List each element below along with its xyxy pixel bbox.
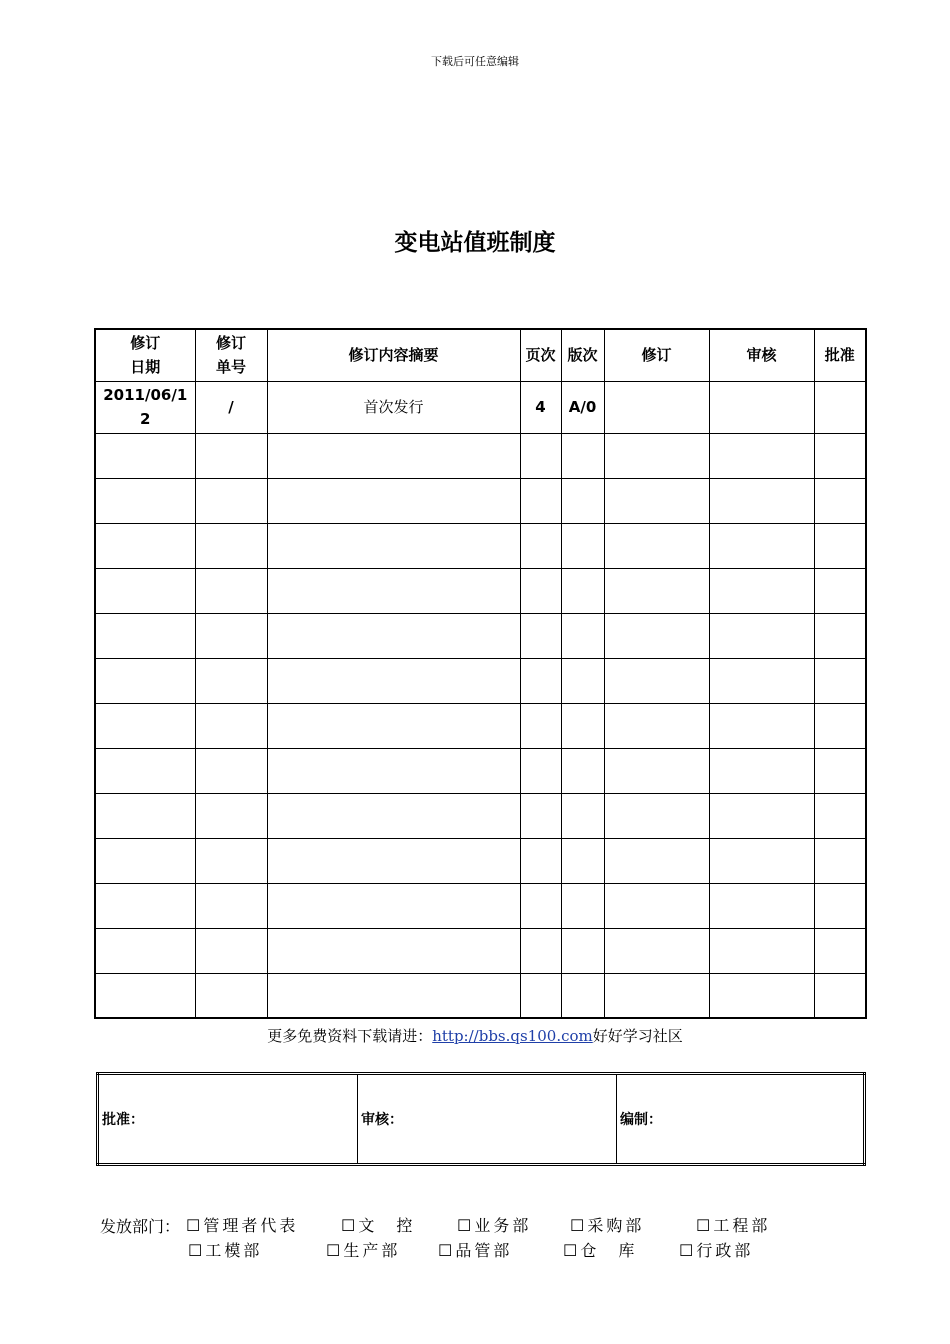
- empty-cell: [267, 703, 520, 748]
- empty-cell: [95, 568, 195, 613]
- empty-cell: [95, 703, 195, 748]
- empty-cell: [561, 658, 604, 703]
- header-revised-by: 修订: [604, 329, 709, 381]
- table-row: [95, 433, 866, 478]
- empty-cell: [195, 703, 267, 748]
- empty-cell: [604, 883, 709, 928]
- footer-download-note: [0, 1025, 950, 1046]
- empty-cell: [814, 883, 866, 928]
- cell-page: 4: [520, 381, 561, 433]
- distribution-label: 发放部门：: [100, 1217, 181, 1236]
- empty-cell: [604, 838, 709, 883]
- empty-cell: [195, 748, 267, 793]
- cell-reviewed-by: [709, 381, 814, 433]
- empty-cell: [95, 478, 195, 523]
- header-page: 页次: [520, 329, 561, 381]
- checkbox-icon: ☐: [326, 1241, 344, 1260]
- table-row: [95, 748, 866, 793]
- empty-cell: [709, 838, 814, 883]
- header-version: 版次: [561, 329, 604, 381]
- empty-cell: [561, 973, 604, 1018]
- empty-cell: [95, 658, 195, 703]
- empty-cell: [709, 703, 814, 748]
- empty-cell: [195, 928, 267, 973]
- table-row: [95, 838, 866, 883]
- empty-cell: [814, 793, 866, 838]
- checkbox-icon: ☐: [457, 1216, 475, 1235]
- empty-cell: [520, 793, 561, 838]
- empty-cell: [604, 433, 709, 478]
- empty-cell: [814, 658, 866, 703]
- empty-cell: [561, 793, 604, 838]
- empty-cell: [709, 478, 814, 523]
- empty-cell: [95, 793, 195, 838]
- empty-cell: [604, 928, 709, 973]
- empty-cell: [195, 478, 267, 523]
- header-revision-order-no: 修订 单号: [195, 329, 267, 381]
- signoff-table: [96, 1072, 866, 1166]
- header-revision-summary: 修订内容摘要: [267, 329, 520, 381]
- empty-cell: [709, 613, 814, 658]
- cell-summary: 首次发行: [267, 381, 520, 433]
- header-approved-by: 批准: [814, 329, 866, 381]
- empty-cell: [604, 613, 709, 658]
- empty-cell: [814, 433, 866, 478]
- empty-cell: [267, 748, 520, 793]
- empty-cell: [95, 433, 195, 478]
- signoff-review: 审核：: [358, 1074, 617, 1165]
- table-row: [95, 703, 866, 748]
- empty-cell: [604, 703, 709, 748]
- empty-cell: [814, 748, 866, 793]
- revision-table: [94, 328, 867, 1019]
- dist-option-production[interactable]: ☐生产部: [326, 1241, 401, 1260]
- empty-cell: [561, 748, 604, 793]
- checkbox-icon: ☐: [188, 1241, 206, 1260]
- table-row: [95, 928, 866, 973]
- empty-cell: [709, 658, 814, 703]
- empty-cell: [267, 793, 520, 838]
- table-row: [95, 883, 866, 928]
- empty-cell: [520, 658, 561, 703]
- empty-cell: [814, 568, 866, 613]
- empty-cell: [814, 523, 866, 568]
- dist-option-purchasing[interactable]: ☐采购部: [570, 1216, 645, 1235]
- cell-order-no: /: [195, 381, 267, 433]
- empty-cell: [561, 568, 604, 613]
- empty-cell: [95, 748, 195, 793]
- empty-cell: [561, 613, 604, 658]
- empty-cell: [520, 433, 561, 478]
- checkbox-icon: ☐: [341, 1216, 359, 1235]
- empty-cell: [709, 973, 814, 1018]
- footer-url-link[interactable]: http://bbs.qs100.com: [432, 1027, 593, 1045]
- revision-table-header: [95, 329, 866, 381]
- empty-cell: [520, 703, 561, 748]
- table-row: [95, 658, 866, 703]
- document-title: 变电站值班制度: [394, 230, 556, 256]
- empty-cell: [561, 478, 604, 523]
- empty-cell: [561, 433, 604, 478]
- empty-cell: [195, 658, 267, 703]
- footer-prefix: 更多免费资料下载请进：: [267, 1027, 433, 1045]
- empty-cell: [195, 523, 267, 568]
- signoff-compile: 编制：: [617, 1074, 865, 1165]
- dist-option-warehouse[interactable]: ☐仓 库: [563, 1241, 638, 1260]
- empty-cell: [561, 523, 604, 568]
- empty-cell: [195, 568, 267, 613]
- empty-cell: [814, 703, 866, 748]
- empty-cell: [520, 838, 561, 883]
- empty-cell: [709, 748, 814, 793]
- empty-cell: [520, 928, 561, 973]
- empty-cell: [267, 838, 520, 883]
- empty-cell: [95, 838, 195, 883]
- empty-cell: [709, 523, 814, 568]
- empty-cell: [709, 883, 814, 928]
- empty-cell: [561, 928, 604, 973]
- empty-cell: [267, 658, 520, 703]
- dist-option-tooling[interactable]: ☐工模部: [188, 1241, 263, 1260]
- empty-cell: [709, 568, 814, 613]
- empty-cell: [195, 793, 267, 838]
- header-revision-date: 修订 日期: [95, 329, 195, 381]
- cell-approved-by: [814, 381, 866, 433]
- empty-cell: [520, 568, 561, 613]
- empty-cell: [520, 478, 561, 523]
- empty-cell: [604, 748, 709, 793]
- table-row: [95, 568, 866, 613]
- empty-cell: [814, 478, 866, 523]
- empty-cell: [267, 613, 520, 658]
- checkbox-icon: ☐: [570, 1216, 588, 1235]
- empty-cell: [95, 928, 195, 973]
- table-row: [95, 973, 866, 1018]
- empty-cell: [95, 523, 195, 568]
- cell-version: A/0: [561, 381, 604, 433]
- empty-cell: [814, 973, 866, 1018]
- dist-option-mgmt-rep[interactable]: ☐管理者代表: [186, 1216, 299, 1235]
- dist-option-quality[interactable]: ☐品管部: [438, 1241, 513, 1260]
- page-header-note: 下载后可任意编辑: [431, 55, 519, 68]
- empty-cell: [520, 973, 561, 1018]
- header-reviewed-by: 审核: [709, 329, 814, 381]
- empty-cell: [267, 928, 520, 973]
- empty-cell: [604, 523, 709, 568]
- empty-cell: [95, 883, 195, 928]
- checkbox-icon: ☐: [696, 1216, 714, 1235]
- empty-cell: [195, 838, 267, 883]
- empty-cell: [561, 838, 604, 883]
- table-row: [95, 381, 866, 433]
- empty-cell: [814, 838, 866, 883]
- empty-cell: [709, 928, 814, 973]
- empty-cell: [95, 973, 195, 1018]
- empty-cell: [195, 613, 267, 658]
- empty-cell: [520, 748, 561, 793]
- cell-date: 2011/06/1 2: [95, 381, 195, 433]
- empty-cell: [267, 883, 520, 928]
- cell-revised-by: [604, 381, 709, 433]
- empty-cell: [709, 433, 814, 478]
- empty-cell: [520, 523, 561, 568]
- checkbox-icon: ☐: [438, 1241, 456, 1260]
- empty-cell: [814, 613, 866, 658]
- checkbox-icon: ☐: [679, 1241, 697, 1260]
- empty-cell: [267, 433, 520, 478]
- signoff-approve: 批准：: [98, 1074, 358, 1165]
- checkbox-icon: ☐: [186, 1216, 204, 1235]
- dist-option-admin[interactable]: ☐行政部: [679, 1241, 754, 1260]
- empty-cell: [814, 928, 866, 973]
- table-row: [95, 613, 866, 658]
- empty-cell: [561, 883, 604, 928]
- empty-cell: [604, 568, 709, 613]
- empty-cell: [195, 883, 267, 928]
- empty-cell: [604, 658, 709, 703]
- empty-cell: [267, 973, 520, 1018]
- table-row: [95, 793, 866, 838]
- empty-cell: [267, 568, 520, 613]
- empty-cell: [604, 973, 709, 1018]
- empty-cell: [520, 883, 561, 928]
- table-row: [95, 523, 866, 568]
- empty-cell: [195, 433, 267, 478]
- empty-cell: [604, 793, 709, 838]
- dist-option-engineering[interactable]: ☐工程部: [696, 1216, 771, 1235]
- dist-option-doc-control[interactable]: ☐文 控: [341, 1216, 416, 1235]
- table-row: [95, 478, 866, 523]
- empty-cell: [709, 793, 814, 838]
- dist-option-business[interactable]: ☐业务部: [457, 1216, 532, 1235]
- empty-cell: [520, 613, 561, 658]
- empty-cell: [267, 523, 520, 568]
- empty-cell: [561, 703, 604, 748]
- empty-cell: [267, 478, 520, 523]
- empty-cell: [95, 613, 195, 658]
- empty-cell: [604, 478, 709, 523]
- footer-suffix: 好好学习社区: [592, 1027, 683, 1045]
- checkbox-icon: ☐: [563, 1241, 581, 1260]
- empty-cell: [195, 973, 267, 1018]
